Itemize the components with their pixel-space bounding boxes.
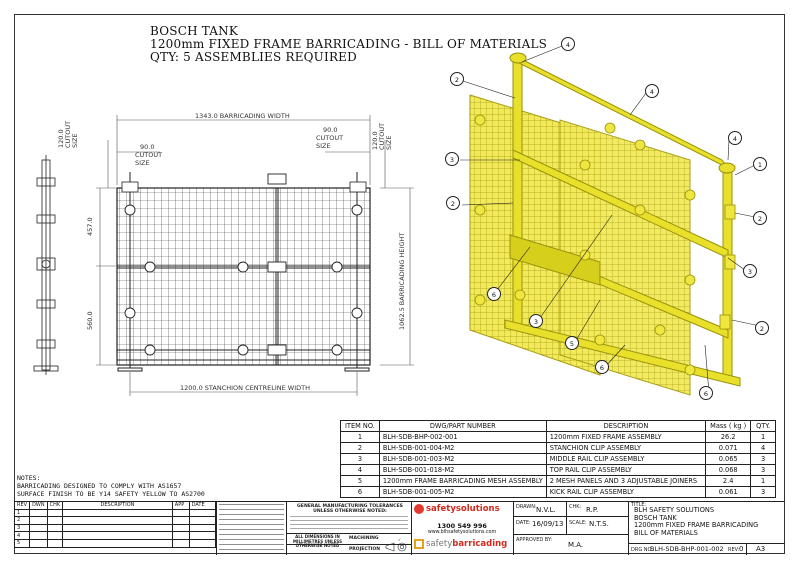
balloon-item-3: 3: [529, 314, 543, 328]
tb-title-line-4: BILL OF MATERIALS: [634, 528, 698, 537]
balloon-item-1: 1: [753, 157, 767, 171]
revision-cell: [30, 532, 48, 540]
drawn-label: DRAWN:: [516, 504, 537, 510]
revision-cell: [172, 509, 189, 517]
bom-cell-item: 6: [341, 487, 380, 498]
tb-title-line-3: 1200mm FIXED FRAME BARRICADING: [634, 521, 759, 530]
bom-header-qty: QTY.: [751, 421, 776, 432]
bom-cell-qty: 3: [751, 454, 776, 465]
revision-cell: [63, 517, 173, 525]
bom-header-part: DWG/PART NUMBER: [379, 421, 546, 432]
bom-cell-desc: TOP RAIL CLIP ASSEMBLY: [546, 465, 705, 476]
revision-row: [15, 517, 216, 525]
rev-header-app: APP: [172, 502, 189, 510]
brand-block: [414, 504, 510, 549]
tolerance-table: [290, 516, 408, 531]
revision-number: 1: [15, 509, 30, 517]
bom-cell-item: 3: [341, 454, 380, 465]
revision-cell: [47, 517, 63, 525]
drawing-number-label: DRG NO:: [631, 547, 654, 553]
revision-cell: [189, 517, 215, 525]
bom-cell-desc: 1200mm FIXED FRAME ASSEMBLY: [546, 432, 705, 443]
revision-row: [15, 539, 216, 547]
revision-cell: [47, 539, 63, 547]
safety-solutions-logo-icon: [414, 504, 424, 514]
title-block: [216, 501, 785, 555]
title-line-2: 1200mm FIXED FRAME BARRICADING - BILL OF MATERIALS: [150, 37, 548, 51]
dim-cutout-size-left: CUTOUT SIZE: [135, 151, 163, 167]
balloon-item-6: 6: [595, 360, 609, 374]
bom-header-row: [341, 421, 776, 432]
specification-fine-print: [219, 504, 284, 552]
bom-cell-part: BLH-SDB-001-005-M2: [379, 487, 546, 498]
balloon-item-2: 2: [753, 211, 767, 225]
bom-cell-mass: 26.2: [706, 432, 751, 443]
revision-table: [14, 501, 216, 548]
bill-of-materials-table: [340, 420, 776, 498]
title-label: TITLE:: [631, 502, 647, 508]
balloon-item-4: 4: [728, 131, 742, 145]
bom-cell-part: 1200mm FRAME BARRICADING MESH ASSEMBLY: [379, 476, 546, 487]
bom-cell-mass: 0.071: [706, 443, 751, 454]
dim-lower: 560.0: [86, 311, 94, 330]
bom-cell-item: 5: [341, 476, 380, 487]
bom-cell-mass: 2.4: [706, 476, 751, 487]
approved-value: M.A.: [568, 541, 584, 549]
notes-heading: NOTES:: [17, 474, 41, 482]
revision-number: 2: [15, 517, 30, 525]
revision-cell: [189, 524, 215, 532]
bom-row: [341, 487, 776, 498]
balloon-item-6: 6: [487, 287, 501, 301]
bom-cell-part: BLH-SDB-001-018-M2: [379, 465, 546, 476]
revision-cell: [172, 539, 189, 547]
revision-cell: [189, 539, 215, 547]
revision-cell: [30, 524, 48, 532]
revision-row: [15, 509, 216, 517]
bom-row: [341, 476, 776, 487]
dim-cutout-right: 90.0: [323, 126, 338, 134]
revision-row: [15, 524, 216, 532]
notes-line-1: BARRICADING DESIGNED TO COMPLY WITH AS1657: [17, 482, 182, 490]
balloon-item-2: 2: [450, 72, 464, 86]
bom-header-mass: Mass ( kg ): [706, 421, 751, 432]
rev-header-chk: CHK: [47, 502, 63, 510]
projection-symbol-icon: [384, 534, 410, 554]
brand-bottom-a: safety: [426, 539, 453, 549]
revision-cell: [63, 524, 173, 532]
bom-cell-qty: 1: [751, 476, 776, 487]
revision-label: REV:: [728, 547, 740, 553]
machining-label: MACHINING: [349, 536, 379, 541]
dimensions-note: ALL DIMENSIONS IN MILLIMETRES UNLESS OTHERWISE NOTED: [292, 534, 343, 548]
balloon-item-3: 3: [743, 264, 757, 278]
title-block-title: [634, 507, 758, 537]
projection-label: PROJECTION: [349, 547, 380, 552]
revision-cell: [47, 509, 63, 517]
balloon-item-6: 6: [699, 386, 713, 400]
checked-value: R.P.: [586, 506, 599, 514]
tb-title-line-1: BLH SAFETY SOLUTIONS: [634, 506, 715, 514]
rev-header-date: DATE: [189, 502, 215, 510]
tolerance-heading: GENERAL MANUFACTURING TOLERANCES UNLESS OTHERWISE NOTED:: [297, 504, 403, 514]
bom-row: [341, 454, 776, 465]
revision-cell: [63, 539, 173, 547]
bom-cell-mass: 0.068: [706, 465, 751, 476]
bom-cell-mass: 0.061: [706, 487, 751, 498]
revision-cell: [47, 524, 63, 532]
revision-cell: [172, 532, 189, 540]
bom-cell-desc: STANCHION CLIP ASSEMBLY: [546, 443, 705, 454]
dim-cutout-left: 90.0: [140, 143, 155, 151]
dim-width: 1343.0 BARRICADING WIDTH: [195, 112, 290, 120]
revision-cell: [30, 517, 48, 525]
revision-number: 4: [15, 532, 30, 540]
checked-label: CHK:: [569, 504, 582, 510]
notes-line-2: SURFACE FINISH TO BE Y14 SAFETY YELLOW TO AS2700: [17, 490, 205, 498]
revision-cell: [189, 509, 215, 517]
balloon-item-5: 5: [565, 336, 579, 350]
front-view: [117, 172, 370, 371]
revision-number: 5: [15, 539, 30, 547]
isometric-view: [460, 46, 760, 395]
bom-row: [341, 443, 776, 454]
bom-cell-qty: 3: [751, 465, 776, 476]
brand-phone: 1300 549 996: [437, 522, 487, 530]
bom-cell-item: 4: [341, 465, 380, 476]
balloon-item-2: 2: [755, 321, 769, 335]
revision-cell: [47, 532, 63, 540]
brand-bottom-b: barricading: [452, 539, 508, 549]
revision-row: [15, 532, 216, 540]
bom-row: [341, 432, 776, 443]
dim-stanchion: 1200.0 STANCHION CENTRELINE WIDTH: [180, 384, 310, 392]
bom-cell-desc: MIDDLE RAIL CLIP ASSEMBLY: [546, 454, 705, 465]
revision-cell: [172, 524, 189, 532]
drawn-value: N.V.L.: [536, 506, 556, 514]
brand-top: safetysolutions: [426, 504, 500, 514]
revision-body: [15, 509, 216, 547]
rev-header-desc: DESCRIPTION: [63, 502, 173, 510]
balloon-item-4: 4: [561, 37, 575, 51]
scale-value: N.T.S.: [589, 520, 609, 528]
scale-label: SCALE:: [569, 520, 587, 526]
bom-cell-desc: 2 MESH PANELS AND 3 ADJUSTABLE JOINERS: [546, 476, 705, 487]
side-view: [34, 155, 58, 375]
bom-cell-desc: KICK RAIL CLIP ASSEMBLY: [546, 487, 705, 498]
brand-web: www.blhsafetysolutions.com: [427, 530, 497, 535]
title-line-3: QTY: 5 ASSEMBLIES REQUIRED: [150, 50, 357, 64]
bom-cell-qty: 1: [751, 432, 776, 443]
rev-header-rev: REV: [15, 502, 30, 510]
approved-label: APPROVED BY:: [516, 537, 553, 543]
revision-number: 3: [15, 524, 30, 532]
bom-cell-mass: 0.065: [706, 454, 751, 465]
bom-header-desc: DESCRIPTION: [546, 421, 705, 432]
title-line-1: BOSCH TANK: [150, 24, 239, 38]
drawing-number: BLH-SDB-BHP-001-002: [650, 545, 724, 553]
svg-text:✓: ✓: [398, 537, 402, 542]
revision-header-row: [15, 502, 216, 510]
bom-cell-part: BLH-SDB-001-004-M2: [379, 443, 546, 454]
date-value: 16/09/13: [532, 520, 564, 528]
dim-cutout-size-right: CUTOUT SIZE: [316, 134, 344, 150]
balloon-item-4: 4: [645, 84, 659, 98]
dim-cutout-vertical-left: 120.0 CUTOUT SIZE: [57, 120, 79, 148]
revision-cell: [172, 517, 189, 525]
bom-cell-part: BLH-SDB-001-003-M2: [379, 454, 546, 465]
bom-cell-item: 1: [341, 432, 380, 443]
bom-cell-qty: 4: [751, 443, 776, 454]
rev-header-dwn: DWN: [30, 502, 48, 510]
notes: [17, 474, 205, 498]
revision-value: 0: [739, 545, 744, 553]
balloon-item-2: 2: [446, 196, 460, 210]
bom-header-item: ITEM NO.: [341, 421, 380, 432]
bom-cell-part: BLH-SDB-BHP-002-001: [379, 432, 546, 443]
bom-row: [341, 465, 776, 476]
sheet-size: A3: [756, 545, 766, 553]
revision-cell: [63, 509, 173, 517]
bom-cell-item: 2: [341, 443, 380, 454]
safety-barricading-logo-icon: [414, 539, 424, 549]
bom-body: [341, 432, 776, 498]
dim-upper: 457.0: [86, 217, 94, 236]
date-label: DATE:: [516, 520, 531, 526]
revision-cell: [30, 509, 48, 517]
revision-cell: [30, 539, 48, 547]
dim-height: 1062.5 BARRICADING HEIGHT: [398, 232, 406, 330]
bom-cell-qty: 3: [751, 487, 776, 498]
revision-cell: [63, 532, 173, 540]
dim-cutout-vertical-right: 120.0 CUTOUT SIZE: [371, 122, 393, 150]
revision-cell: [189, 532, 215, 540]
tb-title-line-2: BOSCH TANK: [634, 513, 677, 522]
balloon-item-3: 3: [445, 152, 459, 166]
